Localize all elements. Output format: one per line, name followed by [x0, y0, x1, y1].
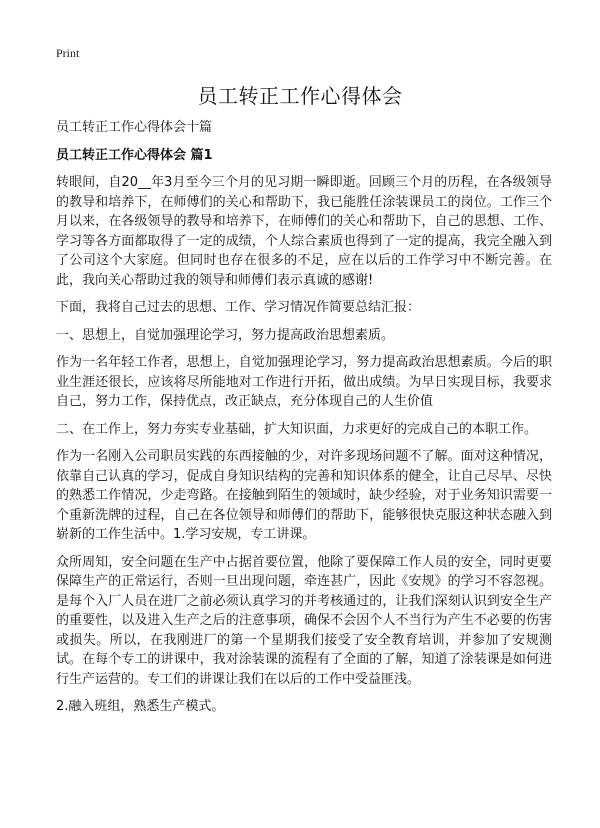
paragraph-safety: 众所周知，安全问题在生产中占据首要位置，他除了要保障工作人员的安全，同时更要保障生产的正常运行，否则一旦出现问题，牵连甚广，因此《安规》的学习不容忽视。是每个入厂人员在进厂之前必须认真学习的并考核通过的，让我们深刻认识到安全生产的重要性，以及进入生产之后的注意事项，确保不会因个人不当行为产生不必要的伤害或损失。所以，在我刚进厂的第一个星期我们接受了安全教育培训，并参加了安规测试。在每个专工的讲课中，我对涂装课的流程有了全面的了解，知道了涂装课是如何进行生产运营的。专工们的讲课让我们在以后的工作中受益匪浅。	[56, 554, 552, 687]
paragraph-point-two-detail: 作为一名刚入公司职员实践的东西接触的少，对许多现场问题不了解。面对这种情况，依靠自己认真的学习，促成自身知识结构的完善和知识体系的健全，让自己尽早、尽快的熟悉工作情况，少走弯路。在接触到陌生的领域时，缺少经验，对于业务知识需要一个重新洗牌的过程，自己在各位领导和师傅们的帮助下，能够很快克服这种状态融入到崭新的工作生活中。1.学习安规，专工讲课。	[56, 449, 552, 542]
document-title: 员工转正工作心得体会	[197, 84, 403, 108]
paragraph-point-one: 一、思想上，自觉加强理论学习，努力提高政治思想素质。	[56, 327, 395, 343]
paragraph-team: 2.融入班组，熟悉生产模式。	[56, 699, 225, 714]
document-body	[56, 118, 552, 725]
print-link[interactable]: Print	[56, 46, 80, 60]
document-subtitle: 员工转正工作心得体会十篇	[56, 120, 213, 135]
paragraph-point-two: 二、在工作上，努力夯实专业基础，扩大知识面，力求更好的完成自己的本职工作。	[56, 421, 538, 437]
paragraph-summary-lead: 下面，我将自己过去的思想、工作、学习情况作简要总结汇报：	[56, 300, 421, 315]
paragraph-intro: 转眼间，自20__年3月至今三个月的见习期一瞬即逝。回顾三个月的历程，在各级领导的教导和培养下，在师傅们的关心和帮助下，我已能胜任涂装课员工的岗位。工作三个月以来，在各级领导的教导和培养下，在师傅们的关心和帮助下，自己的思想、工作、学习等各方面都取得了一定的成绩，个人综合素质也得到了一定的提高，我完全融入到了公司这个大家庭。但同时也存在很多的不足，应在以后的工作学习中不断完善。在此，我向关心帮助过我的领导和师傅们表示真诚的感谢!	[56, 175, 552, 288]
paragraph-point-one-detail: 作为一名年轻工作者，思想上，自觉加强理论学习，努力提高政治思想素质。今后的职业生涯还很长，应该将尽所能地对工作进行开拓，做出成绩。为早日实现目标，我要求自己，努力工作，保持优点，改正缺点，充分体现自己的人生价值	[56, 355, 552, 409]
section-heading: 员工转正工作心得体会 篇1	[56, 147, 213, 163]
